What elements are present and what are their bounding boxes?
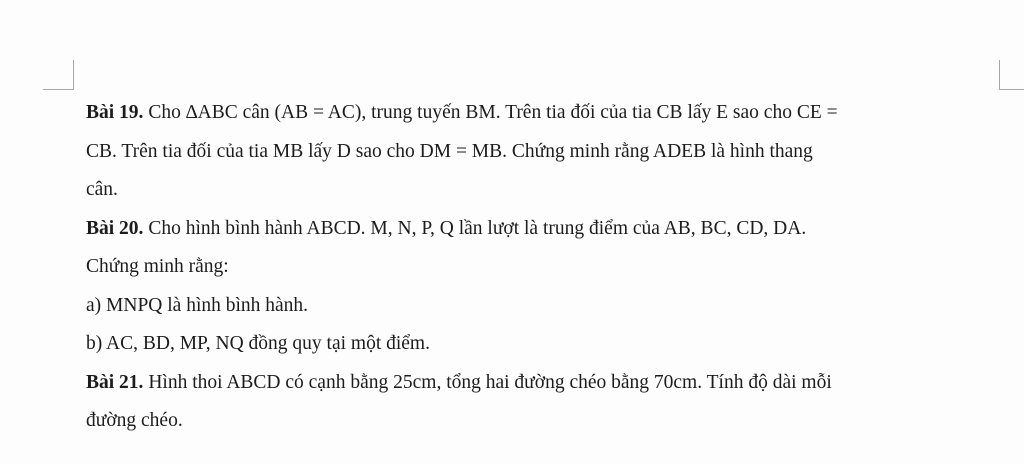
crop-mark-left [43,89,74,90]
problem-19-text-1: Cho ∆ABC cân (AB = AC), trung tuyến BM. Trên tia đối của tia CB lấy E sao cho CE = [148,102,838,123]
problem-19 [86,94,986,210]
problem-19-label: Bài 19. [86,102,144,123]
problem-20-text-1: Cho hình bình hành ABCD. M, N, P, Q lần lượt là trung điểm của AB, BC, CD, DA. [148,217,807,239]
problem-20-line-1 [86,210,986,249]
problem-21-label: Bài 21. [86,371,144,393]
problem-20-line-2: Chứng minh rằng: [86,256,229,277]
problem-21 [86,364,986,441]
problem-19-line-1 [86,94,986,133]
crop-mark-left [73,60,74,90]
problem-21-line-2: đường chéo. [86,410,183,431]
problem-19-line-2: CB. Trên tia đối của tia MB lấy D sao cho DM = MB. Chứng minh rằng ADEB là hình thang [86,140,813,162]
document-body [86,94,986,441]
problem-20-label: Bài 20. [86,217,144,239]
crop-mark-right [999,60,1000,90]
crop-mark-right [999,89,1024,90]
problem-20-item-a: a) MNPQ là hình bình hành. [86,294,309,316]
problem-21-text-1: Hình thoi ABCD có cạnh bằng 25cm, tổng hai đường chéo bằng 70cm. Tính độ dài mỗi [148,371,832,393]
problem-20-item-b: b) AC, BD, MP, NQ đồng quy tại một điểm. [86,333,430,354]
problem-20 [86,210,986,364]
problem-21-line-1 [86,364,986,403]
problem-19-line-3: cân. [86,179,118,200]
